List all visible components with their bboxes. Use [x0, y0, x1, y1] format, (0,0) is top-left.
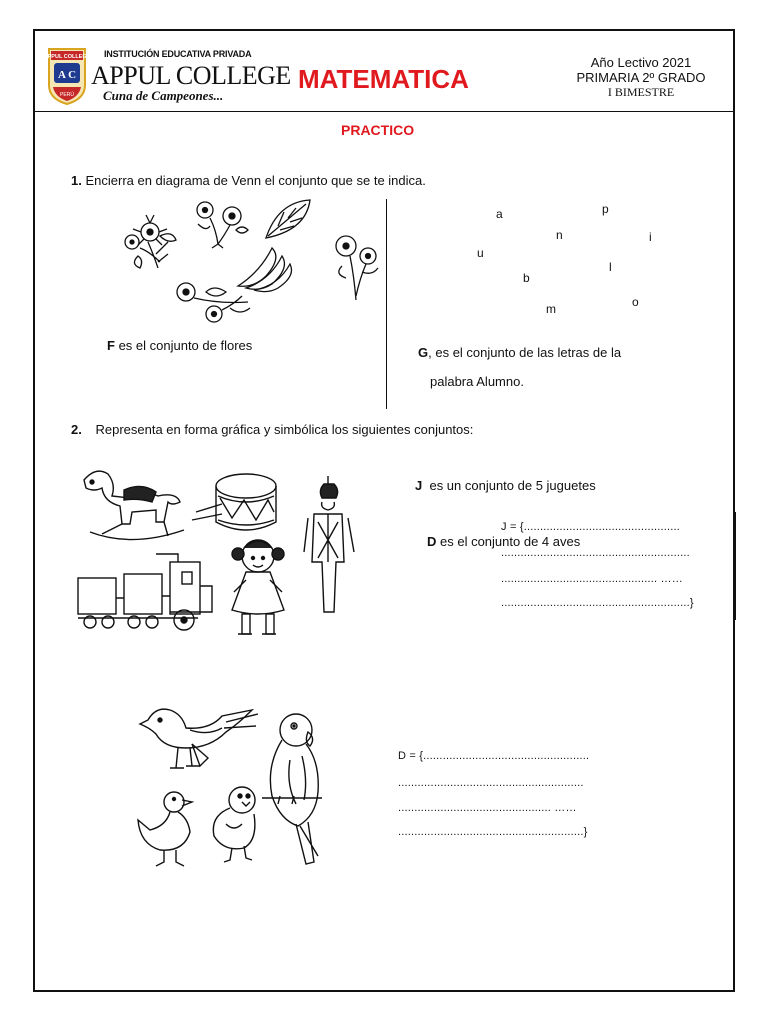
set-j-dots-3: ................................................ …… — [501, 573, 683, 585]
toy-soldier-icon — [304, 476, 354, 612]
question-1 — [71, 173, 426, 188]
set-d-letter: D — [427, 534, 437, 549]
shield-bottom-text: PERÚ — [60, 92, 74, 98]
question-1-number: 1. — [71, 173, 82, 188]
set-j-text: es un conjunto de 5 juguetes — [422, 478, 596, 493]
set-j-letter: J — [415, 478, 423, 493]
question-2-text: Representa en forma gráfica y simbólica los siguientes conjuntos: — [95, 422, 474, 437]
letter-a: a — [496, 207, 503, 221]
banana-icon — [238, 248, 292, 292]
set-d-dots-4: .........................................................} — [398, 826, 588, 838]
practice-subtitle: PRACTICO — [341, 122, 415, 138]
set-g-text-1: , es el conjunto de las letras de la — [428, 345, 622, 360]
parrot-icon — [262, 714, 322, 864]
set-d-dots-3: ............................................... …… — [398, 802, 577, 814]
flower-top-icon — [197, 202, 248, 248]
set-f-caption — [107, 338, 252, 353]
letter-m: m — [546, 302, 556, 316]
header-divider — [35, 111, 733, 112]
flower-bottom-icon — [177, 283, 250, 322]
drum-icon — [192, 474, 276, 530]
set-g-caption — [418, 338, 621, 396]
set-d-dots-1: ................................................... — [423, 750, 590, 762]
set-j-dots-1: ................................................ — [523, 521, 681, 533]
set-f-text: es el conjunto de flores — [114, 338, 253, 353]
shield-mid-text: A C — [57, 69, 77, 81]
letter-b: b — [523, 271, 530, 285]
set-j-dots-4: ..........................................................} — [501, 597, 694, 609]
duck-icon — [138, 792, 192, 866]
doll-icon — [232, 540, 284, 634]
rocking-horse-icon — [84, 471, 184, 539]
school-slogan: Cuna de Campeones... — [103, 88, 224, 103]
course-info — [556, 55, 726, 100]
letter-p: p — [602, 202, 609, 216]
column-divider — [386, 199, 387, 409]
letter-l: l — [609, 260, 612, 274]
letter-n: n — [556, 228, 563, 242]
set-d-equation: D = { — [398, 750, 424, 762]
flower-bunch-icon — [125, 215, 176, 268]
chick-icon — [213, 787, 255, 862]
toys-illustration — [72, 462, 362, 652]
birds-illustration — [130, 696, 340, 874]
flower-right-icon — [336, 236, 378, 300]
set-d-equation-line-1 — [398, 750, 589, 762]
set-d-dots-2: ......................................................... — [398, 777, 584, 789]
leaf-icon — [266, 200, 310, 238]
question-1-text: Encierra en diagrama de Venn el conjunto que se te indica. — [85, 173, 426, 188]
letter-u: u — [477, 246, 484, 260]
flowers-illustration — [110, 196, 390, 328]
set-g-text-2: palabra Alumno. — [430, 374, 524, 389]
set-j-equation-line-1 — [501, 521, 680, 533]
letter-o: o — [632, 295, 639, 309]
school-name: APPUL COLLEGE — [91, 61, 291, 90]
set-j-caption — [415, 478, 596, 493]
set-d-text: es el conjunto de 4 aves — [436, 534, 581, 549]
shield-top-text: APPUL COLLEGE — [43, 54, 91, 60]
set-j-equation: J = { — [501, 521, 524, 533]
toy-train-icon — [78, 554, 212, 630]
set-j-dots-2: .......................................................... — [501, 547, 690, 559]
school-year: Año Lectivo 2021 — [590, 55, 692, 70]
letter-i: i — [649, 230, 652, 244]
question-2 — [71, 422, 473, 437]
sparrow-icon — [140, 709, 258, 768]
page-title: MATEMATICA — [298, 64, 469, 94]
question-2-number: 2. — [71, 422, 82, 437]
institution-label: INSTITUCIÓN EDUCATIVA PRIVADA — [104, 49, 252, 59]
set-f-letter: F — [107, 338, 115, 353]
grade-label: PRIMARIA 2º GRADO — [576, 70, 706, 85]
term-label: I BIMESTRE — [607, 85, 675, 99]
answer-box-edge — [735, 512, 736, 620]
school-shield-logo — [43, 47, 91, 105]
set-g-letter: G — [418, 345, 429, 360]
